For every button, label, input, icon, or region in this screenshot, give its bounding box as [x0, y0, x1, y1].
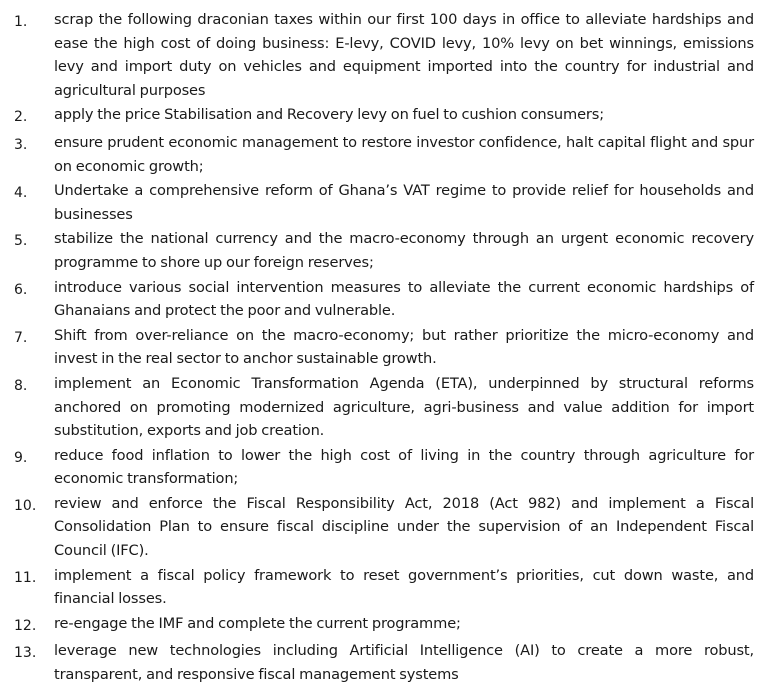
item-text: apply the price Stabilisation and Recovery levy on fuel to cushion consumers; [54, 106, 604, 124]
list-item [14, 227, 754, 274]
item-number: 7. [14, 329, 28, 346]
item-text: review and enforce the Fiscal Responsibility Act, 2018 (Act 982) and implement a Fiscal Consolidation Plan to ensure fiscal discipline under the supervision of an Independent Fiscal Council (IFC). [54, 494, 754, 560]
item-number: 4. [14, 185, 28, 202]
list-item [14, 612, 754, 639]
item-number: 10. [14, 497, 37, 514]
item-text: Shift from over-reliance on the macro-economy; but rather prioritize the micro-economy and invest in the real sector to anchor sustainable growth. [54, 326, 754, 368]
list-item [14, 276, 754, 323]
item-number: 8. [14, 377, 28, 394]
item-number: 2. [14, 109, 28, 126]
item-number: 12. [14, 617, 37, 634]
item-text: ensure prudent economic management to restore investor confidence, halt capital flight and spur on economic growth; [54, 133, 754, 175]
item-number: 13. [14, 645, 37, 662]
item-number: 9. [14, 449, 28, 466]
list-item [14, 564, 754, 611]
list-item [14, 131, 754, 178]
item-text: Undertake a comprehensive reform of Ghana’s VAT regime to provide relief for households and businesses [54, 182, 754, 223]
item-text: reduce food inflation to lower the high cost of living in the country through agriculture for economic transformation; [54, 446, 754, 488]
item-text: introduce various social intervention measures to alleviate the current economic hardships of Ghanaians and protect the poor and vulnerable. [54, 278, 754, 320]
item-text: scrap the following draconian taxes within our first 100 days in office to alleviate hardships and ease the high cost of doing business: E-levy, COVID levy, 10% levy on bet winnings, emissions levy and import duty on vehicles and equipment imported into the country for industrial and agricultural purposes [54, 11, 754, 99]
item-text: implement a fiscal policy framework to reset government’s priorities, cut down waste, and financial losses. [54, 566, 754, 608]
list-item [14, 103, 754, 130]
list-item [14, 444, 754, 491]
item-text: implement an Economic Transformation Agenda (ETA), underpinned by structural reforms anchored on promoting modernized agriculture, agri-business and value addition for import substitution, exports and job creation. [54, 374, 754, 440]
list-item [14, 492, 754, 563]
list-item [14, 639, 754, 686]
policy-list [14, 8, 754, 687]
item-number: 6. [14, 281, 28, 298]
item-text: leverage new technologies including Artificial Intelligence (AI) to create a more robust, transparent, and responsive fiscal management systems [54, 642, 754, 684]
item-number: 11. [14, 569, 37, 586]
item-text: re-engage the IMF and complete the current programme; [54, 614, 461, 632]
item-text: stabilize the national currency and the macro-economy through an urgent economic recovery programme to shore up our foreign reserves; [54, 230, 754, 271]
item-number: 5. [14, 233, 28, 250]
list-item [14, 372, 754, 443]
list-item [14, 179, 754, 226]
item-number: 1. [14, 14, 28, 30]
list-item [14, 8, 754, 102]
list-item [14, 324, 754, 371]
item-number: 3. [14, 136, 28, 153]
